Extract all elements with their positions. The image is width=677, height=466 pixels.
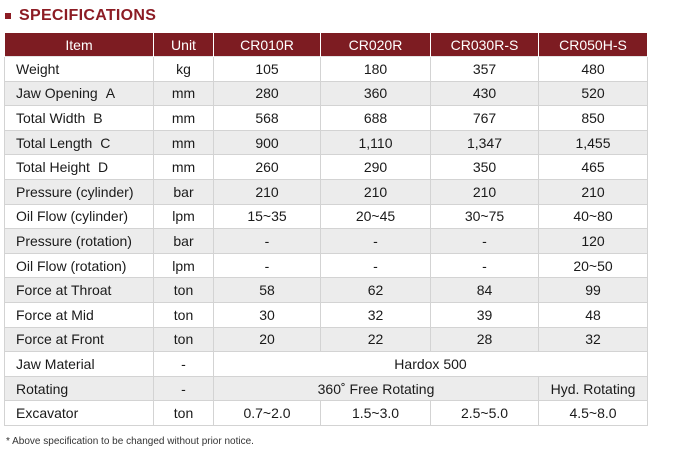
- unit-cell: bar: [154, 229, 214, 254]
- header-unit: Unit: [154, 33, 214, 57]
- value-cell: 62: [321, 278, 431, 303]
- value-cell: 20: [214, 327, 321, 352]
- value-cell: -: [431, 229, 539, 254]
- table-row: [5, 376, 648, 401]
- header-item: Item: [5, 33, 154, 57]
- item-cell: [5, 106, 154, 131]
- table-row: [5, 130, 648, 155]
- header-row: [5, 33, 648, 57]
- unit-cell: mm: [154, 106, 214, 131]
- item-cell: Excavator: [5, 401, 154, 426]
- value-cell: Hyd. Rotating: [539, 376, 648, 401]
- value-cell: 30: [214, 302, 321, 327]
- table-row: [5, 204, 648, 229]
- unit-cell: -: [154, 352, 214, 377]
- unit-cell: ton: [154, 278, 214, 303]
- item-label: Force at Throat: [16, 282, 112, 299]
- item-cell: [5, 130, 154, 155]
- table-row: [5, 253, 648, 278]
- value-cell: 20~45: [321, 204, 431, 229]
- item-label: Jaw Opening: [16, 85, 98, 102]
- header-model-2: CR020R: [321, 33, 431, 57]
- table-row: [5, 229, 648, 254]
- value-cell: 520: [539, 81, 648, 106]
- footnote: * Above specification to be changed without prior notice.: [6, 436, 254, 447]
- value-cell: -: [321, 253, 431, 278]
- value-cell: 1,455: [539, 130, 648, 155]
- value-cell: 4.5~8.0: [539, 401, 648, 426]
- value-cell: 480: [539, 57, 648, 82]
- unit-cell: mm: [154, 130, 214, 155]
- item-label: Weight: [16, 60, 60, 77]
- value-cell: 20~50: [539, 253, 648, 278]
- table-row: [5, 401, 648, 426]
- item-cell: Jaw Material: [5, 352, 154, 377]
- unit-cell: -: [154, 376, 214, 401]
- value-cell: 1.5~3.0: [321, 401, 431, 426]
- value-cell: 39: [431, 302, 539, 327]
- value-cell: 210: [321, 179, 431, 204]
- section-title: [5, 4, 156, 28]
- value-cell: 1,347: [431, 130, 539, 155]
- value-cell: 28: [431, 327, 539, 352]
- value-cell: 430: [431, 81, 539, 106]
- value-cell: 688: [321, 106, 431, 131]
- value-cell: -: [214, 229, 321, 254]
- value-cell: 900: [214, 130, 321, 155]
- value-cell: 850: [539, 106, 648, 131]
- table-row: [5, 81, 648, 106]
- table-row: [5, 352, 648, 377]
- value-cell: 58: [214, 278, 321, 303]
- value-cell: -: [321, 229, 431, 254]
- value-cell: 2.5~5.0: [431, 401, 539, 426]
- value-cell: 1,110: [321, 130, 431, 155]
- item-cell: [5, 302, 154, 327]
- table-row: [5, 155, 648, 180]
- item-cell: [5, 253, 154, 278]
- table-row: [5, 57, 648, 82]
- item-cell: [5, 278, 154, 303]
- value-cell: 357: [431, 57, 539, 82]
- item-label: Pressure (rotation): [16, 232, 132, 249]
- value-cell: 40~80: [539, 204, 648, 229]
- dimension-letter: D: [97, 159, 109, 176]
- table-row: [5, 179, 648, 204]
- header-model-3: CR030R-S: [431, 33, 539, 57]
- item-label: Pressure (cylinder): [16, 183, 134, 200]
- value-cell: 120: [539, 229, 648, 254]
- unit-cell: mm: [154, 155, 214, 180]
- unit-cell: ton: [154, 401, 214, 426]
- value-cell: 30~75: [431, 204, 539, 229]
- item-cell: [5, 327, 154, 352]
- value-cell: 105: [214, 57, 321, 82]
- item-label: Force at Front: [16, 331, 104, 348]
- table-row: [5, 278, 648, 303]
- value-cell: 360: [321, 81, 431, 106]
- value-cell: 210: [214, 179, 321, 204]
- table-body: [5, 57, 648, 426]
- value-cell: 360˚ Free Rotating: [214, 376, 539, 401]
- item-label: Oil Flow (rotation): [16, 257, 127, 274]
- unit-cell: ton: [154, 302, 214, 327]
- value-cell: 767: [431, 106, 539, 131]
- item-label: Force at Mid: [16, 306, 94, 323]
- square-bullet-icon: [5, 13, 11, 19]
- item-cell: [5, 81, 154, 106]
- value-cell: 180: [321, 57, 431, 82]
- unit-cell: kg: [154, 57, 214, 82]
- value-cell: 22: [321, 327, 431, 352]
- item-label: Total Height: [16, 159, 90, 176]
- table-row: [5, 302, 648, 327]
- value-cell: 99: [539, 278, 648, 303]
- value-cell: 84: [431, 278, 539, 303]
- value-cell: 568: [214, 106, 321, 131]
- title-text: SPECIFICATIONS: [19, 7, 157, 24]
- value-cell: 0.7~2.0: [214, 401, 321, 426]
- dimension-letter: C: [100, 134, 111, 151]
- value-cell: 260: [214, 155, 321, 180]
- item-cell: [5, 229, 154, 254]
- value-cell: 15~35: [214, 204, 321, 229]
- item-cell: [5, 204, 154, 229]
- value-cell: 280: [214, 81, 321, 106]
- value-cell: 465: [539, 155, 648, 180]
- value-cell: 350: [431, 155, 539, 180]
- table-row: [5, 106, 648, 131]
- table-row: [5, 327, 648, 352]
- item-cell: Rotating: [5, 376, 154, 401]
- value-cell: Hardox 500: [214, 352, 648, 377]
- header-model-1: CR010R: [214, 33, 321, 57]
- value-cell: 48: [539, 302, 648, 327]
- unit-cell: mm: [154, 81, 214, 106]
- value-cell: 32: [539, 327, 648, 352]
- item-label: Total Length: [16, 134, 93, 151]
- item-label: Total Width: [16, 109, 86, 126]
- item-cell: [5, 155, 154, 180]
- value-cell: 210: [539, 179, 648, 204]
- header-model-4: CR050H-S: [539, 33, 648, 57]
- unit-cell: lpm: [154, 253, 214, 278]
- unit-cell: lpm: [154, 204, 214, 229]
- dimension-letter: A: [105, 85, 116, 102]
- value-cell: -: [214, 253, 321, 278]
- value-cell: 210: [431, 179, 539, 204]
- value-cell: -: [431, 253, 539, 278]
- unit-cell: ton: [154, 327, 214, 352]
- item-label: Oil Flow (cylinder): [16, 208, 129, 225]
- unit-cell: bar: [154, 179, 214, 204]
- value-cell: 290: [321, 155, 431, 180]
- item-cell: [5, 179, 154, 204]
- item-cell: [5, 57, 154, 82]
- specifications-table: [4, 33, 648, 426]
- value-cell: 32: [321, 302, 431, 327]
- dimension-letter: B: [93, 109, 103, 126]
